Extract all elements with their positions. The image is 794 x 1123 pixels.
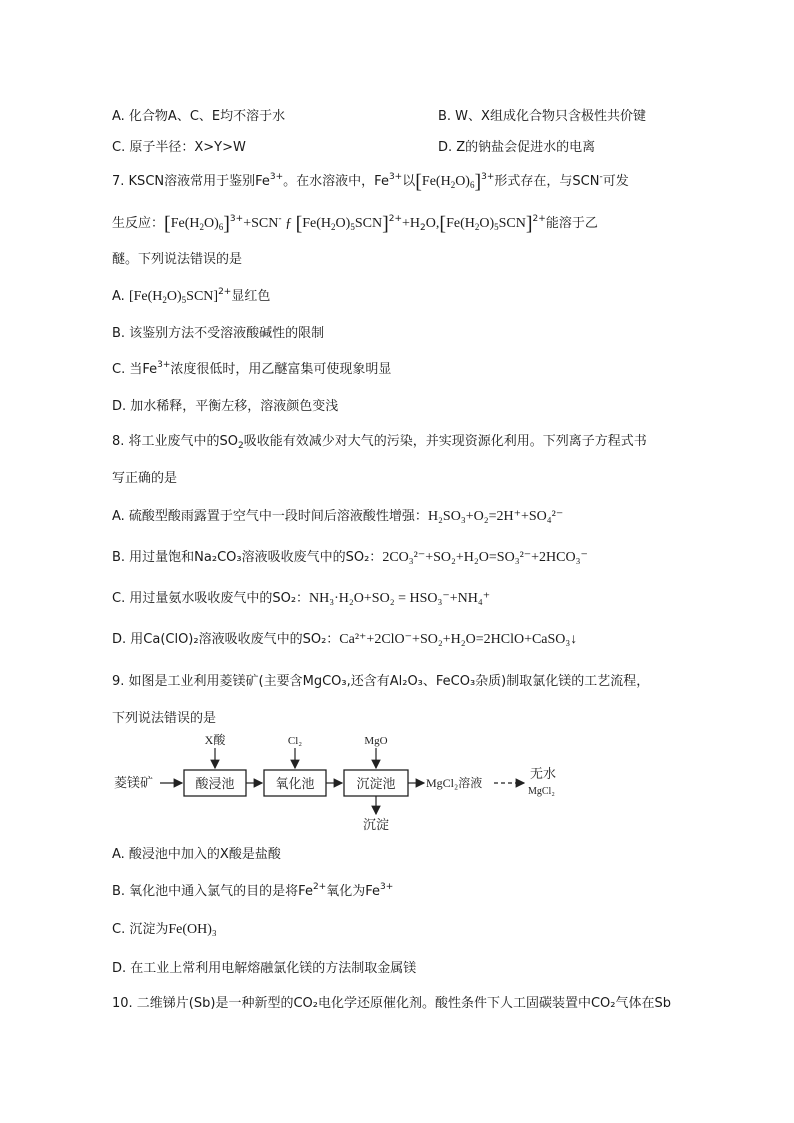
q9-stem-line1: 9. 如图是工业利用菱镁矿(主要含MgCO₃,还含有Al₂O₃、FeCO₃杂质)制取氯化镁的工艺流程， <box>112 674 650 689</box>
q8-option-a: A. 硫酸型酸雨露置于空气中一段时间后溶液酸性增强：H₂SO₃+O₂=2H⁺+SO₄²⁻ <box>112 509 564 524</box>
q9-option-a: A. 酸浸池中加入的X酸是盐酸 <box>112 847 281 862</box>
q7-option-c: C. 当$Fe^{3+}$浓度很低时，用乙醚富集可使现象明显 <box>112 360 392 377</box>
flow-product-label: MgCl₂溶液 <box>426 776 483 790</box>
q7-stem-line3: 醚。下列说法错误的是 <box>112 252 243 267</box>
q9-stem-line2: 下列说法错误的是 <box>112 711 217 726</box>
flow-precipitate-label: 沉淀 <box>362 817 390 832</box>
flow-final-label-1: 无水 <box>530 766 557 781</box>
q8-option-d: D. 用Ca(ClO)₂溶液吸收废气中的SO₂：Ca²⁺+2ClO⁻+SO₂+H₂O=2HClO+CaSO₃↓ <box>112 632 578 647</box>
q9-option-b: B. 氧化池中通入氯气的目的是将$Fe^{2+}$氧化为$Fe^{3+}$ <box>112 882 394 899</box>
flow-input1-label: X酸 <box>204 733 226 747</box>
q9-option-c: C. 沉淀为Fe(OH)₃ <box>112 922 217 937</box>
q7-option-a: A. $[Fe(H_2O)_5SCN]^{2+}$显红色 <box>112 287 271 305</box>
flow-input2-label: Cl₂ <box>287 735 303 747</box>
q9-flow-diagram <box>112 730 582 835</box>
flow-input3-label: MgO <box>364 735 388 747</box>
q9-option-d: D. 在工业上常利用电解熔融氯化镁的方法制取金属镁 <box>112 961 417 976</box>
q7-stem-line1: 7. KSCN溶液常用于鉴别$Fe^{3+}$。在水溶液中，$Fe^{3+}$以$[Fe(H_2O)_6]^{3+}$形式存在，与SCN-可发 <box>112 171 629 193</box>
q7-stem-line2: 生反应：$[Fe(H_2O)_6]^{3+}+SCN^-$ ƒ $[Fe(H_2O)_5SCN]^{2+}+H_2O,[Fe(H_2O)_5SCN]^{2+}$能溶于乙 <box>112 213 598 235</box>
flow-box1-label: 酸浸池 <box>195 776 235 791</box>
q10-stem-line1: 10. 二维锑片(Sb)是一种新型的CO₂电化学还原催化剂。酸性条件下人工固碳装置中CO₂气体在Sb <box>112 996 672 1011</box>
q7-option-d: D. 加水稀释，平衡左移，溶液颜色变浅 <box>112 399 339 414</box>
q8-stem-line2: 写正确的是 <box>112 471 178 486</box>
flow-start-label: 菱镁矿 <box>114 775 154 790</box>
q6-option-a: A. 化合物A、C、E均不溶于水 <box>112 109 286 124</box>
q6-option-b: B. W、X组成化合物只含极性共价键 <box>438 109 646 124</box>
q6-option-d: D. Z的钠盐会促进水的电离 <box>438 140 596 155</box>
q6-option-c: C. 原子半径：X>Y>W <box>112 140 246 155</box>
q7-option-b: B. 该鉴别方法不受溶液酸碱性的限制 <box>112 326 325 341</box>
flow-box2-label: 氧化池 <box>275 776 315 791</box>
q8-option-b: B. 用过量饱和Na₂CO₃溶液吸收废气中的SO₂：2CO₃²⁻+SO₂+H₂O=SO₃²⁻+2HCO₃⁻ <box>112 550 588 565</box>
flow-final-label-2: MgCl₂ <box>528 786 555 797</box>
q8-stem-line1: 8. 将工业废气中的$SO_2$吸收能有效减少对大气的污染，并实现资源化利用。下列离子方程式书 <box>112 434 647 451</box>
flow-box3-label: 沉淀池 <box>356 776 396 791</box>
q8-option-c: C. 用过量氨水吸收废气中的SO₂：NH₃·H₂O+SO₂ = HSO₃⁻+NH₄⁺ <box>112 591 491 606</box>
